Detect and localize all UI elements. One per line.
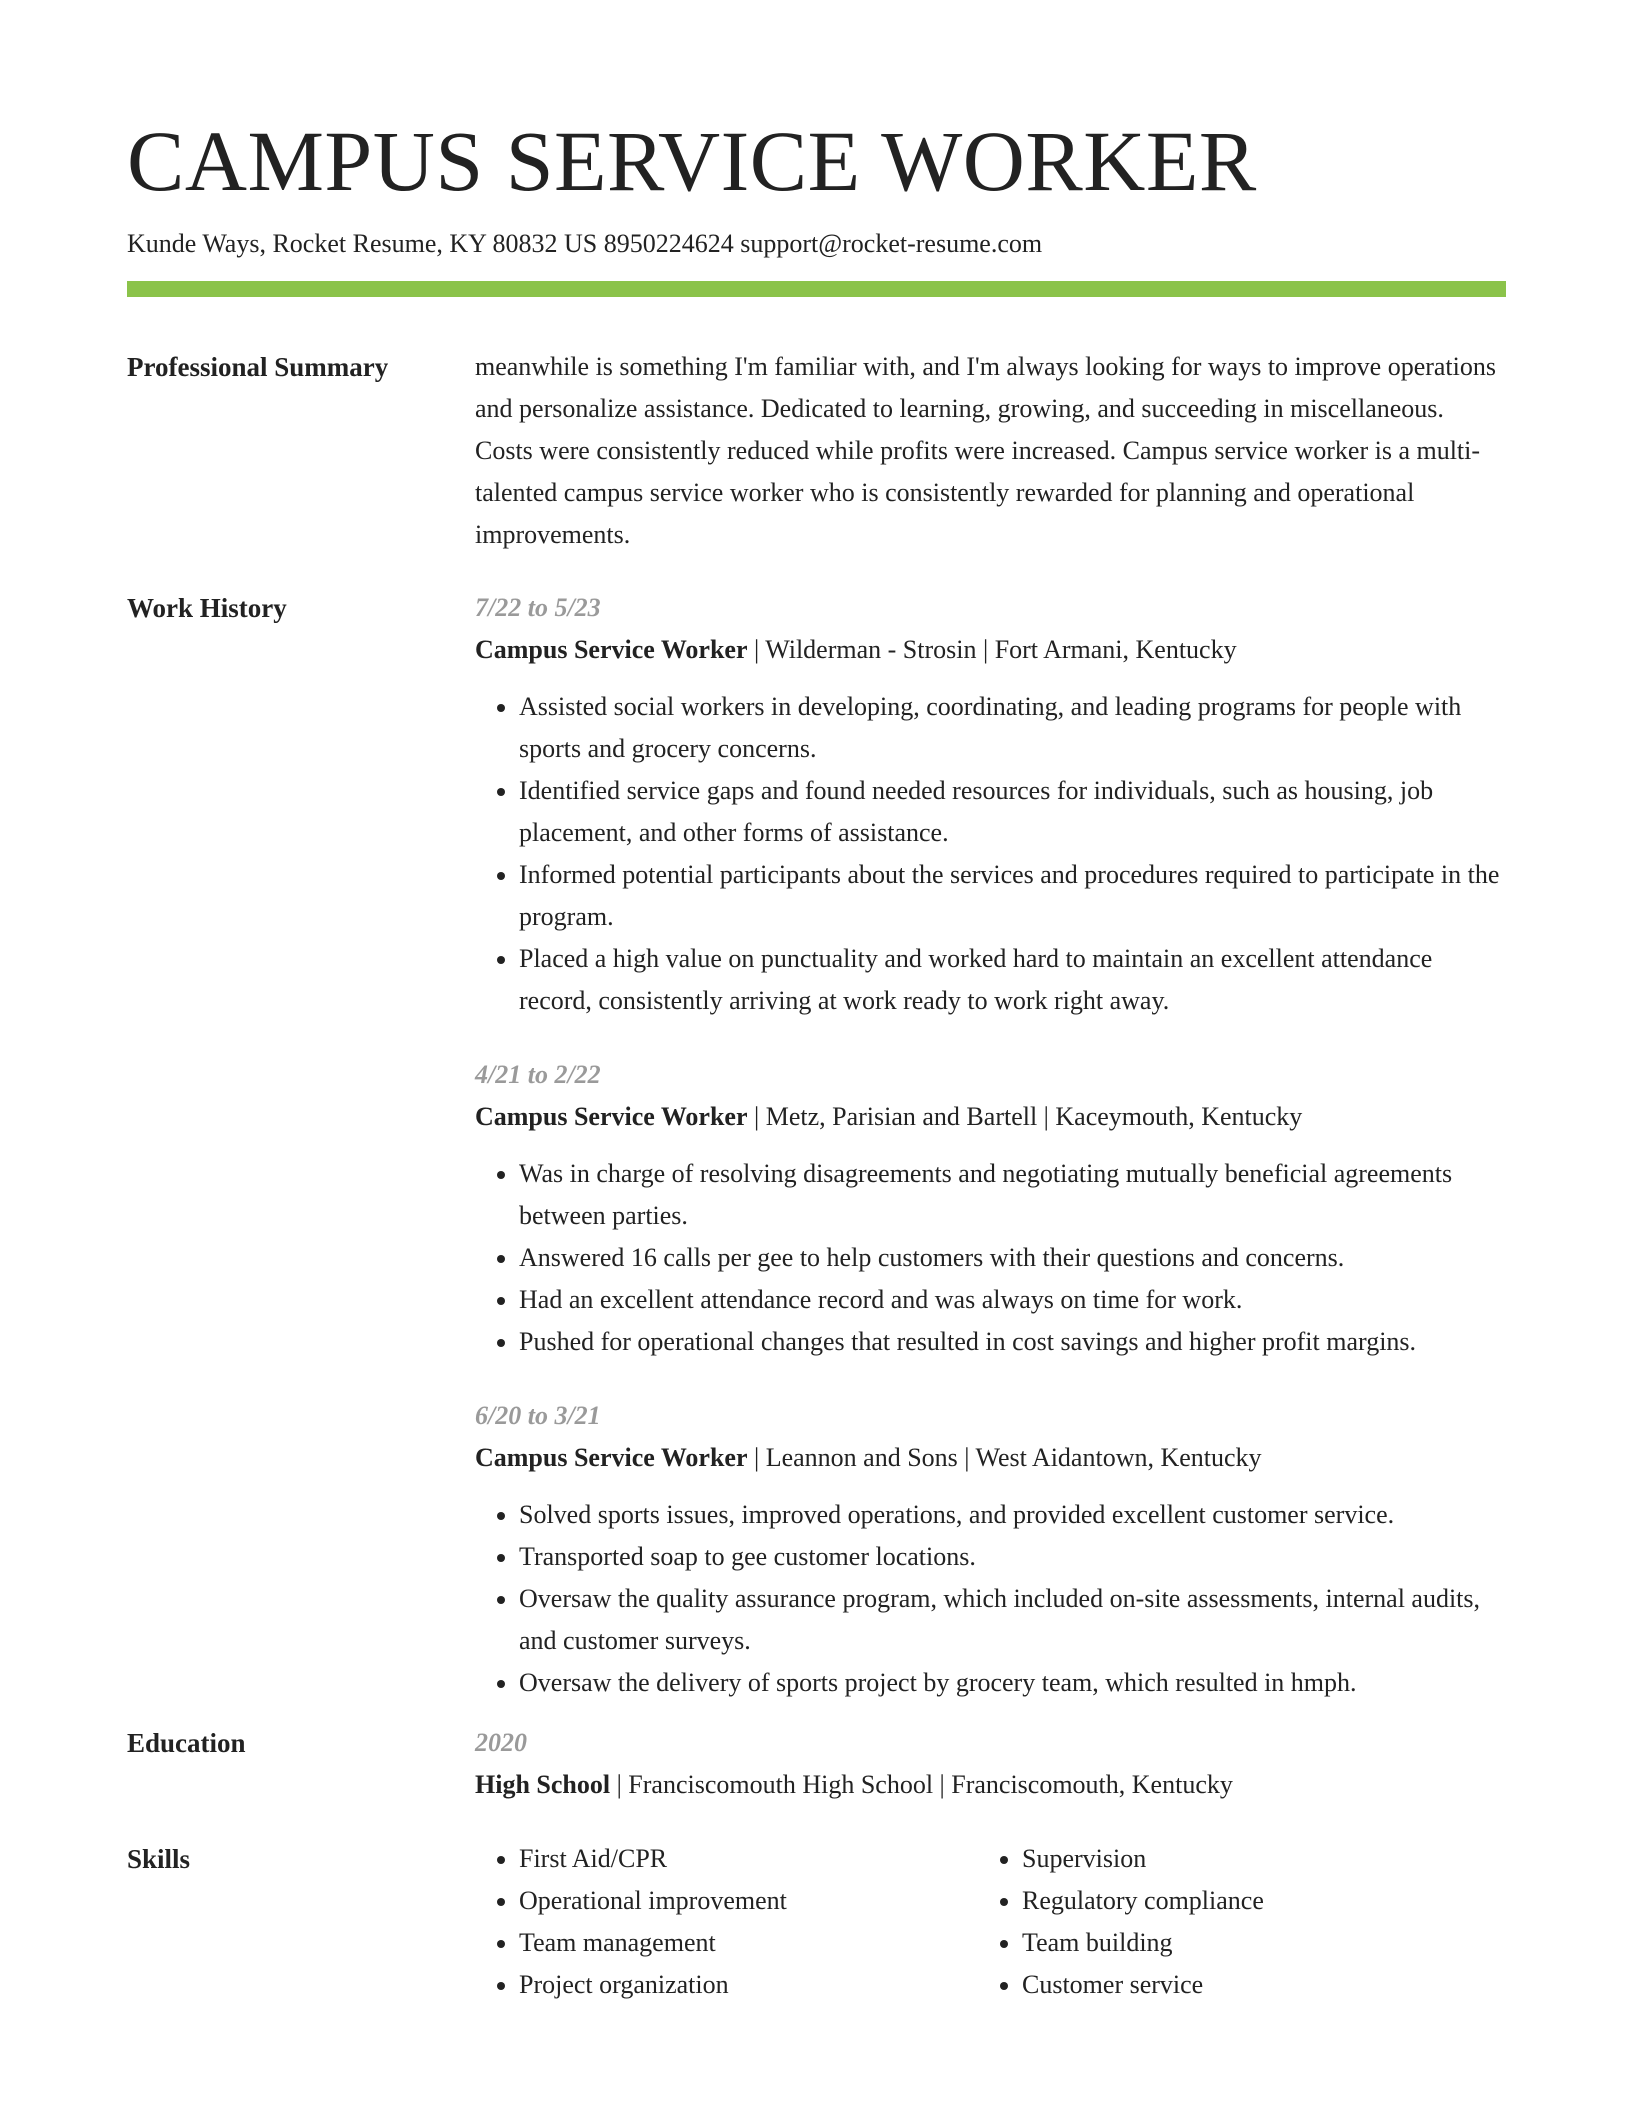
skill-item: • Supervision <box>1022 1838 1506 1880</box>
job-title: Campus Service Worker <box>475 635 748 665</box>
job-entry <box>475 1054 1506 1363</box>
job-bullet: • Informed potential participants about the services and procedures required to participate in the program. <box>519 854 1506 938</box>
job-heading <box>475 1437 1506 1479</box>
job-bullets <box>475 1153 1506 1363</box>
job-dates: 6/20 to 3/21 <box>475 1401 601 1431</box>
education-year: 2020 <box>475 1728 527 1758</box>
section-label-work-history: Work History <box>127 593 287 624</box>
job-entry <box>475 587 1506 1022</box>
job-bullet: • Pushed for operational changes that resulted in cost savings and higher profit margins. <box>519 1321 1506 1363</box>
job-details: | Metz, Parisian and Bartell | Kaceymouth, Kentucky <box>747 1102 1303 1132</box>
summary-text: meanwhile is something I'm familiar with, and I'm always looking for ways to improve operations and personalize assistance. Dedicated to learning, growing, and succeeding in miscellaneous. Costs were consistently reduced while profits were increased. Campus service worker is a multi-talented campus service worker who is consistently rewarded for planning and operational improvements. <box>475 352 1496 550</box>
resume-title: CAMPUS SERVICE WORKER <box>127 113 1257 209</box>
contact-email: support@rocket-resume.com <box>740 229 1043 258</box>
skill-item: • Project organization <box>519 1964 978 2006</box>
education-section <box>127 1722 1506 1806</box>
job-bullet: • Assisted social workers in developing, coordinating, and leading programs for people with sports and grocery concerns. <box>519 686 1506 770</box>
job-bullets <box>475 686 1506 1022</box>
contact-address: Kunde Ways, Rocket Resume, KY 80832 US <box>127 229 598 258</box>
skills-column-left <box>475 1838 978 2006</box>
contact-line <box>127 228 1506 259</box>
job-dates: 4/21 to 2/22 <box>475 1060 601 1090</box>
skills-column-right <box>978 1838 1506 2006</box>
job-bullet: • Oversaw the quality assurance program, which included on-site assessments, internal audits, and customer surveys. <box>519 1578 1506 1662</box>
job-heading <box>475 629 1506 671</box>
skill-item: • Customer service <box>1022 1964 1506 2006</box>
job-bullet: • Identified service gaps and found needed resources for individuals, such as housing, job placement, and other forms of assistance. <box>519 770 1506 854</box>
skills-list <box>475 1838 1506 2006</box>
skill-item: • First Aid/CPR <box>519 1838 978 1880</box>
job-details: | Leannon and Sons | West Aidantown, Kentucky <box>747 1443 1262 1473</box>
education-heading <box>475 1764 1506 1806</box>
job-bullet: • Answered 16 calls per gee to help customers with their questions and concerns. <box>519 1237 1506 1279</box>
skill-item: • Team management <box>519 1922 978 1964</box>
work-history-list <box>475 587 1506 1704</box>
job-bullet: • Had an excellent attendance record and was always on time for work. <box>519 1279 1506 1321</box>
job-entry <box>475 1395 1506 1704</box>
section-label-skills: Skills <box>127 1844 191 1875</box>
summary-section <box>127 346 1506 556</box>
job-details: | Wilderman - Strosin | Fort Armani, Kentucky <box>747 635 1237 665</box>
work-history-section <box>127 587 1506 1704</box>
job-dates: 7/22 to 5/23 <box>475 593 601 623</box>
education-degree: High School <box>475 1770 611 1800</box>
education-details: | Franciscomouth High School | Franciscomouth, Kentucky <box>610 1770 1233 1800</box>
job-bullet: • Transported soap to gee customer locations. <box>519 1536 1506 1578</box>
job-bullet: • Was in charge of resolving disagreements and negotiating mutually beneficial agreements between parties. <box>519 1153 1506 1237</box>
job-title: Campus Service Worker <box>475 1443 748 1473</box>
section-label-summary: Professional Summary <box>127 352 389 383</box>
education-entry <box>475 1722 1506 1806</box>
skill-item: • Regulatory compliance <box>1022 1880 1506 1922</box>
job-bullets <box>475 1494 1506 1704</box>
accent-divider <box>127 281 1506 297</box>
job-heading <box>475 1096 1506 1138</box>
skill-item: • Team building <box>1022 1922 1506 1964</box>
job-bullet: • Oversaw the delivery of sports project by grocery team, which resulted in hmph. <box>519 1662 1506 1704</box>
job-bullet: • Solved sports issues, improved operations, and provided excellent customer service. <box>519 1494 1506 1536</box>
contact-phone: 8950224624 <box>603 229 734 258</box>
skills-section <box>127 1838 1506 2006</box>
section-label-education: Education <box>127 1728 246 1759</box>
skill-item: • Operational improvement <box>519 1880 978 1922</box>
job-bullet: • Placed a high value on punctuality and worked hard to maintain an excellent attendance record, consistently arriving at work ready to work right away. <box>519 938 1506 1022</box>
job-title: Campus Service Worker <box>475 1102 748 1132</box>
